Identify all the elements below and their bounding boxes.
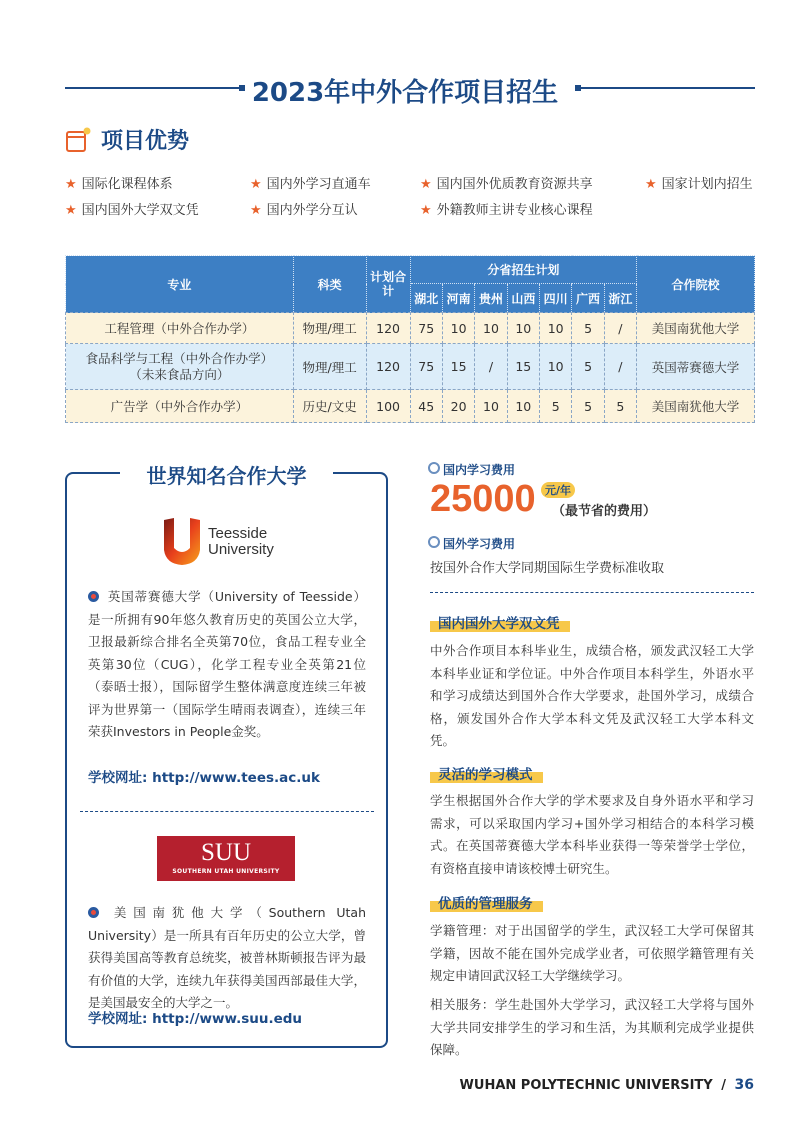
table-row <box>66 390 755 423</box>
header-province: 贵州 <box>475 284 507 313</box>
advantages-heading <box>65 124 189 155</box>
table-row <box>66 344 755 390</box>
teesside-description: 英国蒂赛德大学（University of Teesside）是一所拥有90年悠久教育历史的英国公立大学，卫报最新综合排名全英第70位，食品工程专业全英第30位（CUG），化学工程专业全英第21位（泰晤士报），国际留学生整体满意度连续三年被评为世界第一（国际学生晴雨表调查），连续三年荣获Investors in People金奖。 <box>88 589 366 739</box>
cell-province-value: 5 <box>572 344 604 390</box>
domestic-fee-note: （最节省的费用） <box>552 504 657 519</box>
cell-province-value: / <box>604 344 636 390</box>
star-icon: ★ <box>65 177 77 192</box>
header-major: 专业 <box>66 256 294 313</box>
cell-major: 广告学（中外合作办学） <box>66 390 294 423</box>
cell-province-value: 15 <box>507 344 539 390</box>
domestic-fee-unit: 元/年 <box>541 482 575 498</box>
header-partner: 合作院校 <box>637 256 755 313</box>
cell-category: 历史/文史 <box>293 390 366 423</box>
section-heading: 国内国外大学双文凭 <box>430 612 570 632</box>
teesside-u-icon <box>162 518 202 566</box>
partner-universities-title: 世界知名合作大学 <box>120 460 333 489</box>
cell-partner: 美国南犹他大学 <box>637 390 755 423</box>
book-icon <box>65 127 91 153</box>
star-icon: ★ <box>65 203 77 218</box>
teesside-logo: Teesside University <box>162 518 274 566</box>
cell-province-value: 5 <box>540 390 572 423</box>
section-heading: 优质的管理服务 <box>430 892 543 912</box>
header-category: 科类 <box>293 256 366 313</box>
teesside-url-link[interactable]: 学校网址: http://www.tees.ac.uk <box>88 770 320 786</box>
advantage-item: ★ 国际化课程体系 <box>65 177 173 192</box>
cell-partner: 英国蒂赛德大学 <box>637 344 755 390</box>
cell-partner: 美国南犹他大学 <box>637 313 755 344</box>
star-icon: ★ <box>645 177 657 192</box>
section-paragraph: 相关服务：学生赴国外大学学习，武汉轻工大学将与国外大学共同安排学生的学习和生活，为其顺利完成学业提供保障。 <box>430 997 754 1057</box>
cell-total: 100 <box>366 390 410 423</box>
domestic-fee-label: 国内学习费用 <box>428 461 515 478</box>
cell-province-value: 45 <box>410 390 442 423</box>
cell-major: 食品科学与工程（中外合作办学） （未来食品方向） <box>66 344 294 390</box>
cell-total: 120 <box>366 313 410 344</box>
star-icon: ★ <box>420 177 432 192</box>
cell-total: 120 <box>366 344 410 390</box>
header-province: 山西 <box>507 284 539 313</box>
footer-university: WUHAN POLYTECHNIC UNIVERSITY <box>459 1078 713 1093</box>
cell-province-value: 20 <box>442 390 474 423</box>
cell-province-value: 5 <box>604 390 636 423</box>
cell-province-value: / <box>604 313 636 344</box>
cell-province-value: 5 <box>572 313 604 344</box>
advantage-item: ★ 外籍教师主讲专业核心课程 <box>420 203 593 218</box>
cell-province-value: 10 <box>475 390 507 423</box>
cell-major: 工程管理（中外合作办学） <box>66 313 294 344</box>
header-province: 四川 <box>540 284 572 313</box>
cell-province-value: 10 <box>475 313 507 344</box>
divider <box>80 811 374 812</box>
cell-province-value: 75 <box>410 313 442 344</box>
star-icon: ★ <box>250 203 262 218</box>
advantage-item: ★ 国内国外大学双文凭 <box>65 203 199 218</box>
header-province: 浙江 <box>604 284 636 313</box>
header-province: 湖北 <box>410 284 442 313</box>
section-heading: 灵活的学习模式 <box>430 763 543 783</box>
divider <box>430 592 754 593</box>
cell-province-value: 10 <box>540 313 572 344</box>
cell-category: 物理/理工 <box>293 313 366 344</box>
cell-province-value: 10 <box>540 344 572 390</box>
page-footer <box>460 1077 754 1093</box>
page-title: 2023年中外合作项目招生 <box>251 78 559 108</box>
suu-logo: SUU SOUTHERN UTAH UNIVERSITY <box>157 836 295 881</box>
footer-separator: / <box>721 1078 726 1093</box>
star-icon: ★ <box>420 203 432 218</box>
cell-category: 物理/理工 <box>293 344 366 390</box>
section-paragraph: 学生根据国外合作大学的学术要求及自身外语水平和学习需求，可以采取国内学习+国外学习相结合的本科学习模式。在英国蒂赛德大学本科毕业获得一等荣誉学士学位，有资格直接申请该校博士研究生。 <box>430 793 754 876</box>
page-number: 36 <box>734 1077 754 1093</box>
cell-province-value: 10 <box>507 313 539 344</box>
star-icon: ★ <box>250 177 262 192</box>
header-province-group: 分省招生计划 <box>410 256 637 284</box>
section-paragraph: 中外合作项目本科毕业生，成绩合格，颁发武汉轻工大学本科毕业证和学位证。中外合作项目本科学生，外语水平和学习成绩达到国外合作大学要求，赴国外学习，成绩合格，颁发国外合作大学本科文凭及武汉轻工大学本科文凭。 <box>430 643 754 748</box>
cell-province-value: 10 <box>442 313 474 344</box>
header-province: 广西 <box>572 284 604 313</box>
header-total: 计划合计 <box>366 256 410 313</box>
bullet-icon <box>88 591 99 602</box>
advantage-item: ★ 国内国外优质教育资源共享 <box>420 177 593 192</box>
cell-province-value: 75 <box>410 344 442 390</box>
foreign-fee-label: 国外学习费用 <box>428 535 515 552</box>
section-paragraph: 学籍管理：对于出国留学的学生，武汉轻工大学可保留其学籍，因故不能在国外完成学业者，可依照学籍管理有关规定申请回武汉轻工大学继续学习。 <box>430 923 754 983</box>
header-province: 河南 <box>442 284 474 313</box>
foreign-fee-desc: 按国外合作大学同期国际生学费标准收取 <box>430 561 665 576</box>
advantages-title: 项目优势 <box>101 129 190 154</box>
suu-description: 美国南犹他大学（Southern Utah University）是一所具有百年历史的公立大学，曾获得美国高等教育总统奖，被普林斯顿报告评为最有价值的大学，连续九年获得美国西部最佳大学，是美国最安全的大学之一。 <box>88 905 366 1010</box>
advantage-item: ★ 国内外学分互认 <box>250 203 358 218</box>
cell-province-value: 10 <box>507 390 539 423</box>
cell-province-value: 15 <box>442 344 474 390</box>
cell-province-value: / <box>475 344 507 390</box>
domestic-fee-amount: 25000 <box>430 478 536 520</box>
advantage-item: ★ 国内外学习直通车 <box>250 177 371 192</box>
suu-url-link[interactable]: 学校网址: http://www.suu.edu <box>88 1011 303 1027</box>
advantage-item: ★ 国家计划内招生 <box>645 177 753 192</box>
enrollment-table <box>65 255 755 423</box>
bullet-icon <box>88 907 99 918</box>
cell-province-value: 5 <box>572 390 604 423</box>
table-row <box>66 313 755 344</box>
